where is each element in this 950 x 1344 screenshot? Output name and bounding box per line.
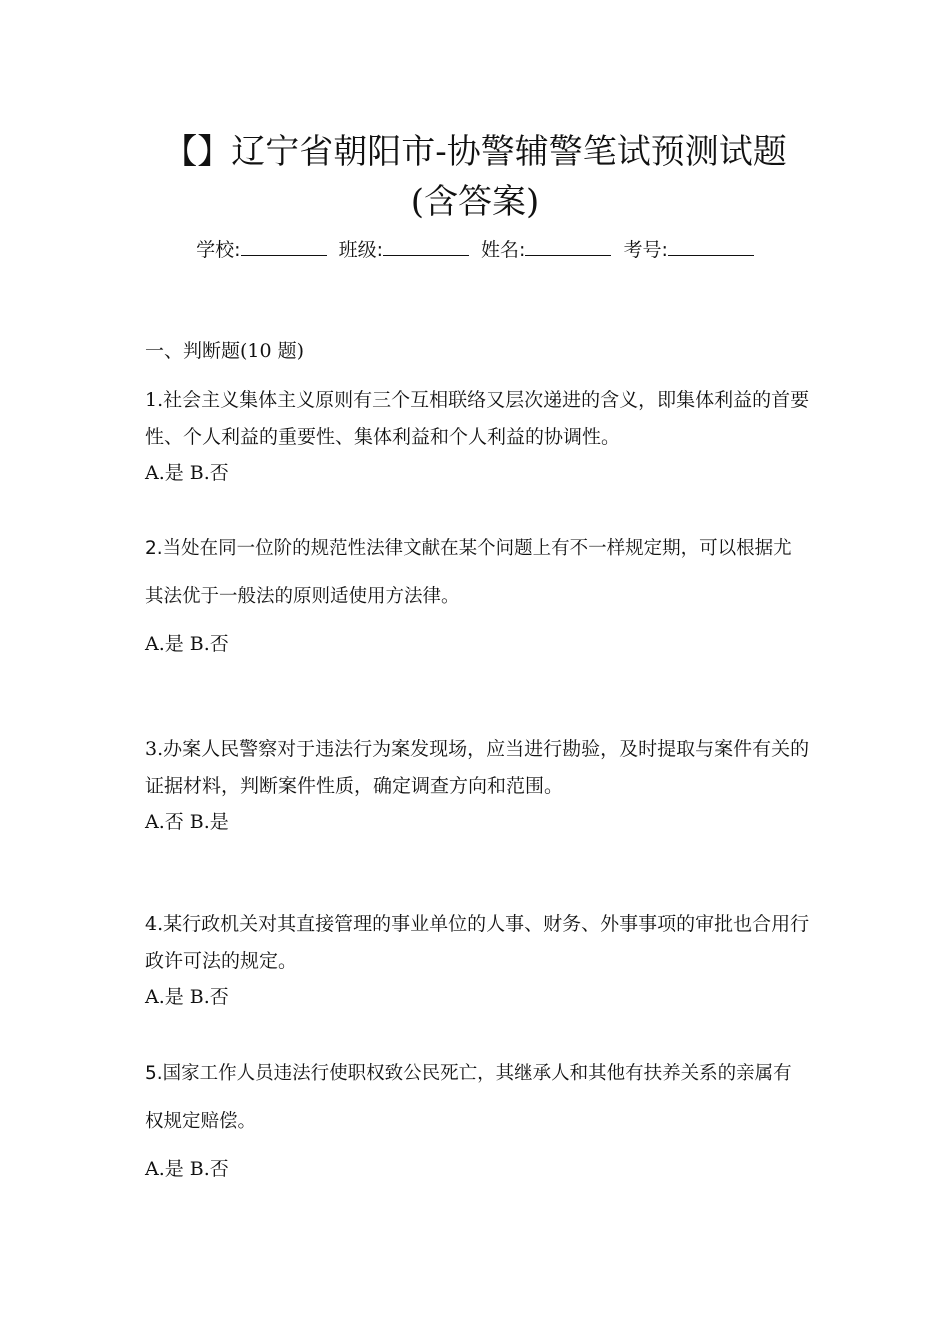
question-stem: 2.当处在同一位阶的规范性法律文献在某个问题上有不一样规定期，可以根据尤其法优于一般法的原则适使用方法律。 [145,538,792,607]
class-field [339,239,475,261]
school-blank [241,235,327,256]
school-label: 学校: [196,239,241,261]
school-field [196,239,332,261]
name-label: 姓名: [481,239,526,261]
section-heading: 一、判断题(10 题) [145,340,305,362]
question-stem: 1.社会主义集体主义原则有三个互相联络又层次递进的含义，即集体利益的首要性、个人利益的重要性、集体利益和个人利益的协调性。 [145,389,810,448]
question-1 [145,382,810,488]
question-5 [145,1050,810,1184]
exam-number-label: 考号: [623,239,668,261]
question-2 [145,525,810,659]
question-options: A.是 B.否 [145,633,229,655]
question-3 [145,731,810,837]
question-options: A.是 B.否 [145,1158,229,1180]
question-stem: 3.办案人民警察对于违法行为案发现场，应当进行勘验，及时提取与案件有关的证据材料，判断案件性质，确定调查方向和范围。 [145,738,810,797]
question-options: A.是 B.否 [145,462,229,484]
class-blank [383,235,469,256]
question-stem: 5.国家工作人员违法行使职权致公民死亡，其继承人和其他有扶养关系的亲属有权规定赔偿。 [145,1063,792,1132]
question-options: A.是 B.否 [145,986,229,1008]
question-options: A.否 B.是 [145,811,229,833]
question-stem: 4.某行政机关对其直接管理的事业单位的人事、财务、外事事项的审批也合用行政许可法的规定。 [145,913,810,972]
student-info-line [60,235,890,265]
exam-number-field [623,239,753,261]
document-title-line1: 【】辽宁省朝阳市-协警辅警笔试预测试题 [163,132,787,172]
exam-number-blank [668,235,754,256]
name-blank [525,235,611,256]
document-title-line2: (含答案) [410,182,540,222]
name-field [481,239,617,261]
question-4 [145,906,810,1012]
class-label: 班级: [338,239,383,261]
